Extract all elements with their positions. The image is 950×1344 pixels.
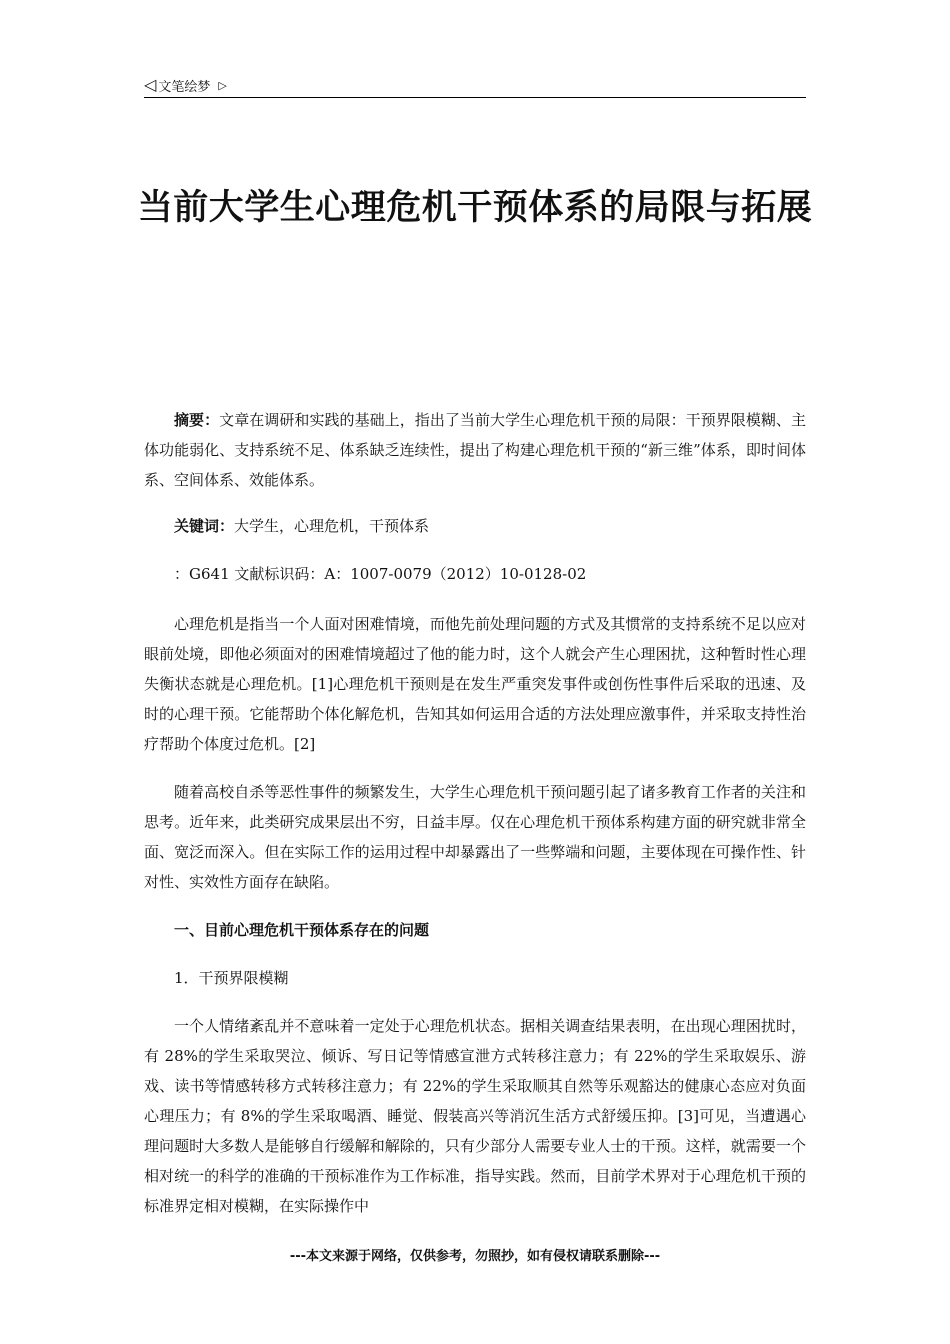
- footer-disclaimer: ---本文来源于网络，仅供参考，勿照抄，如有侵权请联系删除---: [289, 1249, 661, 1264]
- document-body: [144, 405, 806, 1239]
- right-triangle-icon: ▷: [218, 78, 227, 92]
- paragraph-2: 随着高校自杀等恶性事件的频繁发生，大学生心理危机干预问题引起了诸多教育工作者的关注和思考。近年来，此类研究成果层出不穷，日益丰厚。仅在心理危机干预体系构建方面的研究就非常全面、宽泛而深入。但在实际工作的运用过程中却暴露出了一些弊端和问题，主要体现在可操作性、针对性、实效性方面存在缺陷。: [144, 783, 806, 891]
- subsection-heading: 1．干预界限模糊: [174, 969, 289, 987]
- header-brand: 文笔绘梦: [158, 79, 211, 95]
- classification-line: ：G641 文献标识码：A：1007-0079（2012）10-0128-02: [174, 565, 587, 583]
- document-title: 当前大学生心理危机干预体系的局限与拓展: [137, 188, 813, 228]
- section-heading: 一、目前心理危机干预体系存在的问题: [174, 921, 430, 939]
- keywords: [144, 511, 806, 541]
- keywords-text: 大学生，心理危机，干预体系: [234, 517, 430, 535]
- abstract: [144, 405, 806, 495]
- paragraph-1: 心理危机是指当一个人面对困难情境，而他先前处理问题的方式及其惯常的支持系统不足以应对眼前处境，即他必须面对的困难情境超过了他的能力时，这个人就会产生心理困扰，这种暂时性心理失衡状态就是心理危机。[1]心理危机干预则是在发生严重突发事件或创伤性事件后采取的迅速、及时的心理干预。它能帮助个体化解危机，告知其如何运用合适的方法处理应激事件，并采取支持性治疗帮助个体度过危机。[2]: [144, 615, 806, 753]
- abstract-text: 文章在调研和实践的基础上，指出了当前大学生心理危机干预的局限：干预界限模糊、主体功能弱化、支持系统不足、体系缺乏连续性，提出了构建心理危机干预的“新三维”体系，即时间体系、空间体系、效能体系。: [144, 411, 806, 489]
- keywords-label: 关键词：: [174, 517, 235, 535]
- left-triangle-icon: ◁: [144, 75, 157, 94]
- header-rule: [144, 97, 806, 98]
- paragraph-3: 一个人情绪紊乱并不意味着一定处于心理危机状态。据相关调查结果表明，在出现心理困扰时，有 28%的学生采取哭泣、倾诉、写日记等情感宣泄方式转移注意力；有 22%的学生采取娱乐、游戏、读书等情感转移方式转移注意力；有 22%的学生采取顺其自然等乐观豁达的健康心态应对负面心理压力；有 8%的学生采取喝酒、睡觉、假装高兴等消沉生活方式舒缓压抑。[3]可见，当遭遇心理问题时大多数人是能够自行缓解和解除的，只有少部分人需要专业人士的干预。这样，就需要一个相对统一的科学的准确的干预标准作为工作标准，指导实践。然而，目前学术界对于心理危机干预的标准界定相对模糊，在实际操作中: [144, 1017, 806, 1215]
- document-header: [144, 74, 806, 96]
- abstract-label: 摘要：: [174, 411, 220, 429]
